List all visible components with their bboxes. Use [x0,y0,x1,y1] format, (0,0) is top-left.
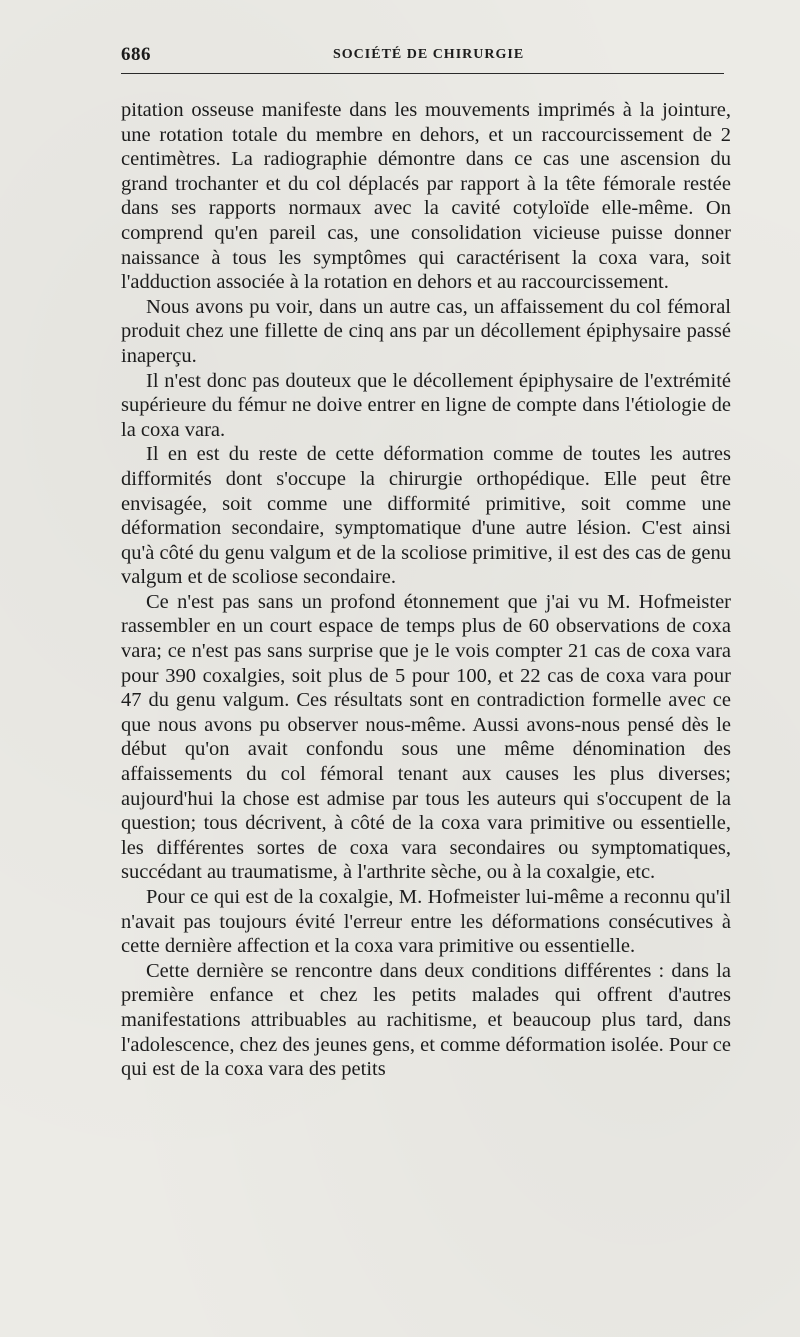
paragraph: Ce n'est pas sans un profond étonnement que j'ai vu M. Hofmeister rassembler en un court espace de temps plus de 60 observations de coxa vara; ce n'est pas sans surprise que je le vois compter 21 cas de coxa vara pour 390 coxalgies, soit plus de 5 pour 100, et 22 cas de coxa vara pour 47 du genu valgum. Ces résultats sont en contradiction formelle avec ce que nous avons pu observer nous-même. Aussi avons-nous pensé dès le début qu'on avait confondu sous une même dénomination des affaissements du col fémoral tenant aux causes les plus diverses; aujourd'hui la chose est admise par tous les auteurs qui s'occupent de la question; tous décrivent, à côté de la coxa vara primitive ou essentielle, les différentes sortes de coxa vara secondaires ou symptomatiques, succédant au traumatisme, à l'arthrite sèche, ou à la coxalgie, etc. [121,590,731,884]
paragraph: Nous avons pu voir, dans un autre cas, un affaissement du col fémoral produit chez une fillette de cinq ans par un décollement épiphysaire passé inaperçu. [121,295,731,367]
running-header [121,40,724,74]
paragraph: Pour ce qui est de la coxalgie, M. Hofmeister lui-même a reconnu qu'il n'avait pas toujours évité l'erreur entre les déformations consécutives à cette dernière affection et la coxa vara primitive ou essentielle. [121,886,731,958]
journal-title: SOCIÉTÉ DE CHIRURGIE [333,47,525,62]
page-number: 686 [121,44,151,65]
paragraph: Cette dernière se rencontre dans deux conditions différentes : dans la première enfance et chez les petits malades qui offrent d'autres manifestations attribuables au rachitisme, et beaucoup plus tard, dans l'adolescence, chez des jeunes gens, et comme déformation isolée. Pour ce qui est de la coxa vara des petits [121,959,731,1081]
header-rule [121,73,724,74]
paragraph: Il en est du reste de cette déformation comme de toutes les autres difformités dont s'occupe la chirurgie orthopédique. Elle peut être envisagée, soit comme une difformité primitive, soit comme une déformation secondaire, symptomatique d'une autre lésion. C'est ainsi qu'à côté du genu valgum et de la scoliose primitive, il est des cas de genu valgum et de scoliose secondaire. [121,443,731,589]
body-text [121,98,731,1082]
paragraph: pitation osseuse manifeste dans les mouvements imprimés à la jointure, une rotation totale du membre en dehors, et un raccourcissement de 2 centimètres. La radiographie démontre dans ce cas une ascension du grand trochanter et du col déplacés par rapport à la tête fémorale restée dans ses rapports normaux avec la cavité cotyloïde elle-même. On comprend qu'en pareil cas, une consolidation vicieuse puisse donner naissance à tous les symptômes qui caractérisent la coxa vara, soit l'adduction associée à la rotation en dehors et au raccourcissement. [121,99,731,294]
paragraph: Il n'est donc pas douteux que le décollement épiphysaire de l'extrémité supérieure du fémur ne doive entrer en ligne de compte dans l'étiologie de la coxa vara. [121,369,731,441]
